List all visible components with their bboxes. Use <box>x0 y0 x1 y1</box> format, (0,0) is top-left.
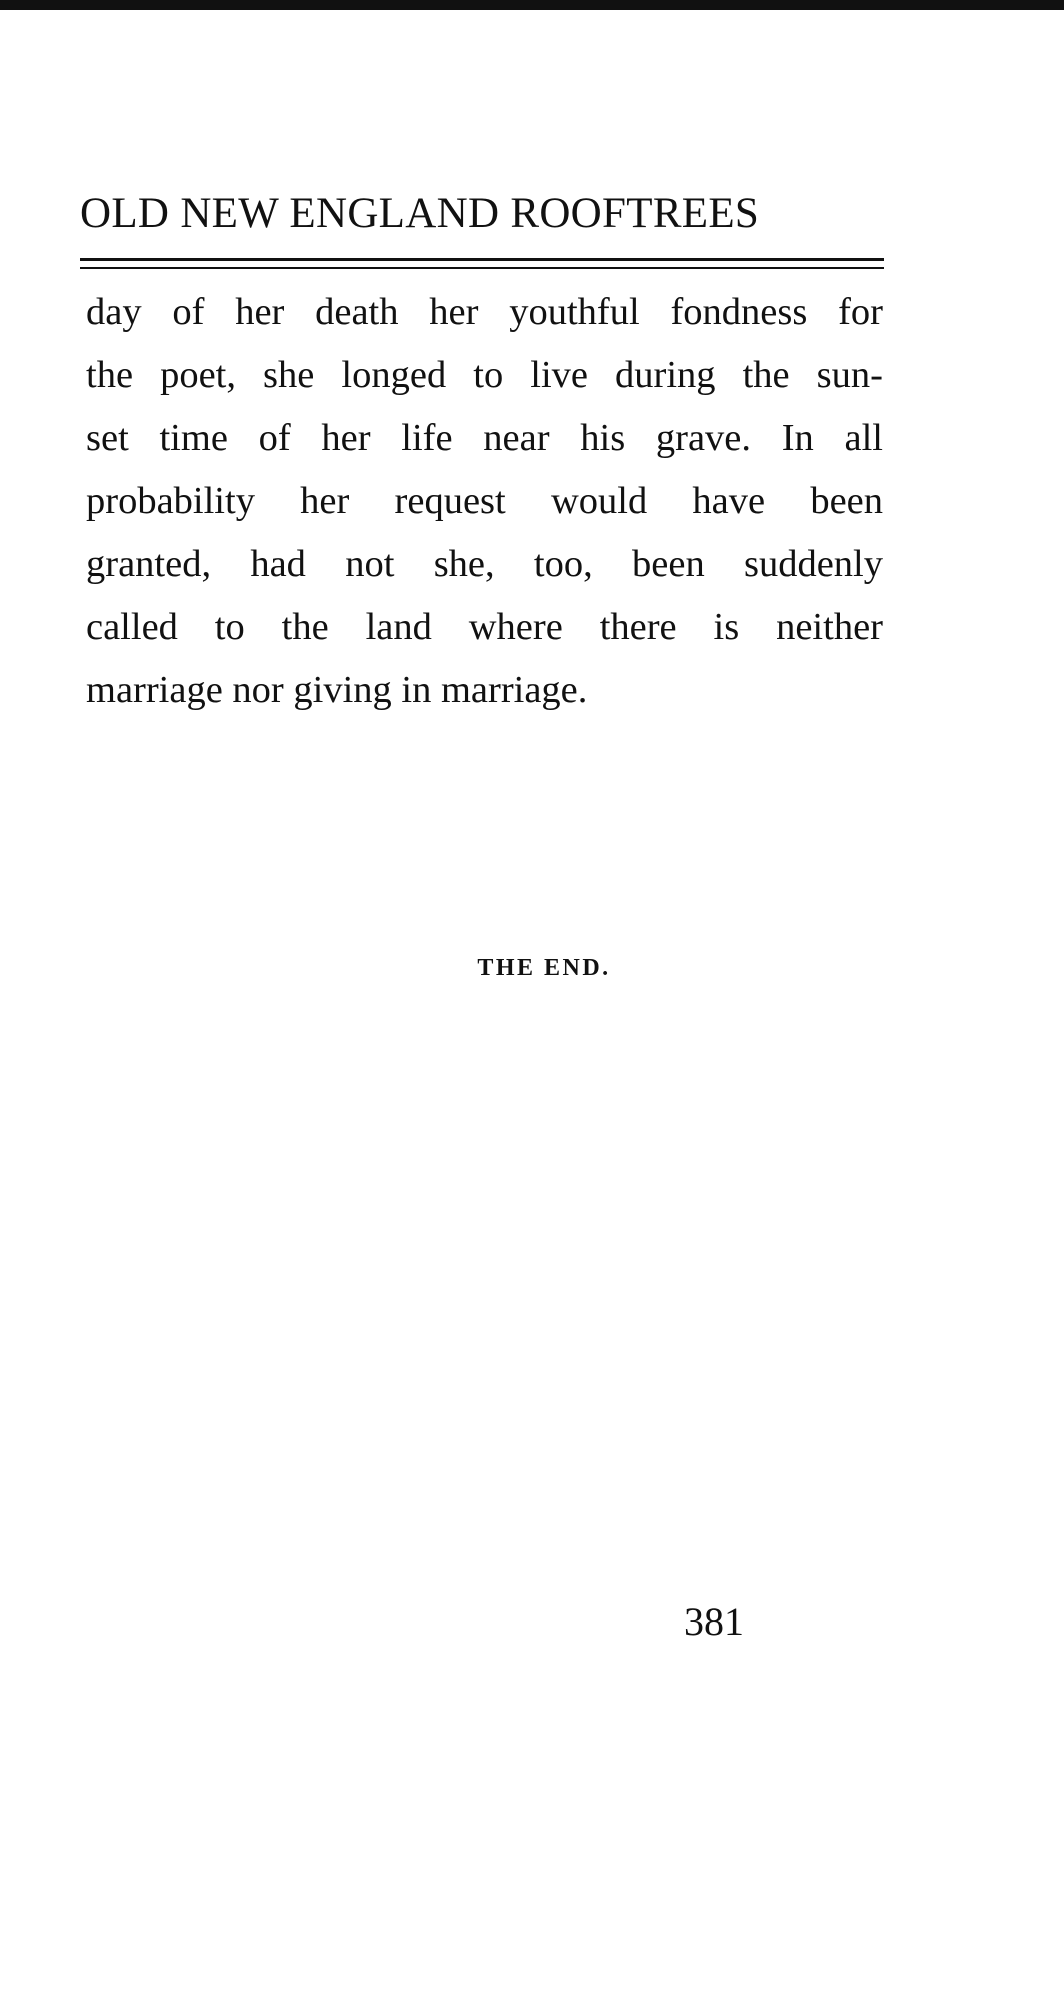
text-line: marriage nor giving in marriage. <box>86 669 588 711</box>
text-line: the poet, she longed to live during the sun- <box>86 354 883 396</box>
running-head: OLD NEW ENGLAND ROOFTREES <box>80 190 760 237</box>
body-paragraph <box>86 281 883 722</box>
text-line: set time of her life near his grave. In all <box>86 417 883 459</box>
text-line: probability her request would have been <box>86 480 883 522</box>
text-line: day of her death her youthful fondness for <box>86 291 883 333</box>
the-end-mark: THE END. <box>477 955 611 981</box>
header-double-rule <box>80 258 884 269</box>
text-line: granted, had not she, too, been suddenly <box>86 543 883 585</box>
text-line: called to the land where there is neither <box>86 606 883 648</box>
top-border-rule <box>0 0 1064 10</box>
page-number: 381 <box>684 1599 744 1644</box>
